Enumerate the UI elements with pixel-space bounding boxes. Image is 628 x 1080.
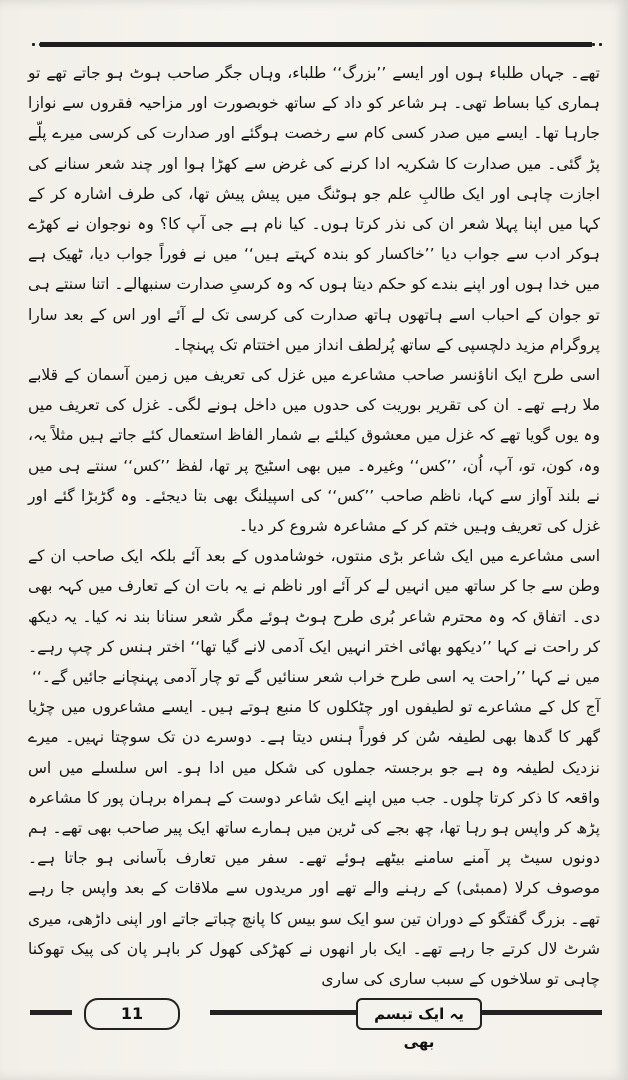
paragraph-4: آج کل کے مشاعرے تو لطیفوں اور چٹکلوں کا منبع ہوتے ہیں۔ ایسے مشاعروں میں چڑیا گھر کا گدھا بھی لطیفہ سُن کر فوراً ہنس دیتا ہے۔ دوسرے دن تک سوچتا نہیں۔ میرے نزدیک لطیفہ وہ ہے جو برجستہ جملوں کی شکل میں ادا ہو۔ اس سلسلے میں اس واقعہ کا ذکر کرتا چلوں۔ جب میں اپنے ایک شاعر دوست کے ہمراہ برہان پور کا مشاعرہ پڑھ کر واپس ہو رہا تھا، چھ بجے کی ٹرین میں ہمارے ساتھ ایک پیر صاحب بھی تھے۔ ہم دونوں سیٹ پر آمنے سامنے بیٹھے ہوئے تھے۔ سفر میں تعارف بآسانی ہو جاتا ہے۔ موصوف کرلا (ممبئی) کے رہنے والے تھے اور مریدوں سے ملاقات کے بعد واپس جا رہے تھے۔ بزرگ گفتگو کے دوران تین سو ایک سو بیس کا پانچ چباتے جاتے اور اپنی داڑھی، میری شرٹ لال کرتے جا رہے تھے۔ ایک بار انھوں نے کھڑکی کھول کر باہر پان کی پیک تھوکنا چاہی تو سلاخوں کے سبب ساری کی ساری [28,698,600,989]
footer-rule-left [30,1010,72,1015]
paragraph-3: اسی مشاعرے میں ایک شاعر بڑی منتوں، خوشامدوں کے بعد آئے بلکہ ایک صاحب ان کے وطن سے جا کر ساتھ میں انہیں لے کر آئے اور ناظم نے یہ بات ان کے تعارف میں کہہ بھی دی۔ اتفاق کہ وہ محترم شاعر بُری طرح ہوٹ ہوئے مگر شعر سنانا بند نہ کیا۔ یہ دیکھ کر راحت نے کہا ’’دیکھو بھائی اختر انہیں ایک آدمی لانے گیا تھا‘‘ اختر ہنس کر چپ رہے۔ میں نے کہا ’’راحت یہ اسی طرح خراب شعر سنائیں گے تو چار آدمی پہنچانے جائیں گے۔‘‘ [28,547,600,687]
top-decorative-rule [30,40,602,49]
page-number: 11 [84,998,180,1030]
book-title: یہ ایک تبسم بھی [356,998,482,1030]
footer-rule-middle [210,1010,356,1015]
paragraph-1: تھے۔ جہاں طلباء ہوں اور ایسے ’’بزرگ‘‘ طلباء، وہاں جگر صاحب ہوٹ ہو جاتے تھے تو ہماری کیا بساط تھی۔ ہر شاعر کو داد کے ساتھ خوبصورت اور مزاحیہ فقروں سے نوازا جارہا تھا۔ ایسے میں صدر کسی کام سے رخصت ہوگئے اور صدارت کی کرسی میرے پلّے پڑ گئی۔ میں صدارت کا شکریہ ادا کرنے کی غرض سے کھڑا ہوا اور چند شعر سنانے کی اجازت چاہی اور ایک طالبِ علم جو ہوٹنگ میں پیش پیش تھا، کی طرف اشارہ کر کے کہا میں اپنا پہلا شعر ان کی نذر کرتا ہوں۔ کیا نام ہے جی آپ کا؟ وہ نوجوان نے کھڑے ہوکر ادب سے جواب دیا ’’خاکسار کو بندہ کہتے ہیں‘‘ میں نے فوراً جواب دیا، ٹھیک ہے میں خدا ہوں اور اپنے بندے کو حکم دیتا ہوں کہ وہ کرسیِ صدارت سنبھالے۔ اتنا سنتے ہی تو جوان کے احباب اسے ہاتھوں ہاتھ صدارت کی کرسی تک لے آئے اور اس کے بعد سارا پروگرام مزید دلچسپی کے ساتھ پُرلطف انداز میں اختتام تک پہنچا۔ [28,64,600,354]
page-footer [30,996,602,1051]
footer-rule-right [482,1010,602,1015]
page-body-text [28,58,600,994]
top-rule-bar [40,42,592,47]
paragraph-2: اسی طرح ایک اناؤنسر صاحب مشاعرے میں غزل کی تعریف میں زمین آسمان کے قلابے ملا رہے تھے۔ ان کی تقریر بوریت کی حدوں میں داخل ہونے لگی۔ غزل کی تعریف میں وہ یوں گویا تھے کہ غزل میں معشوق کیلئے بے شمار الفاظ استعمال کئے جاتے ہیں مثلاً یہ، وہ، کون، تو، آپ، اُن، ’’کس‘‘ وغیرہ۔ میں بھی اسٹیج پر تھا، لفظ ’’کس‘‘ سنتے ہی میں نے بلند آواز سے کہا، ناظم صاحب ’’کس‘‘ کی اسپیلنگ بھی بتا دیجئے۔ وہ گڑبڑا گئے اور غزل کی تعریف وہیں ختم کر کے مشاعرہ شروع کر دیا۔ [28,366,600,536]
